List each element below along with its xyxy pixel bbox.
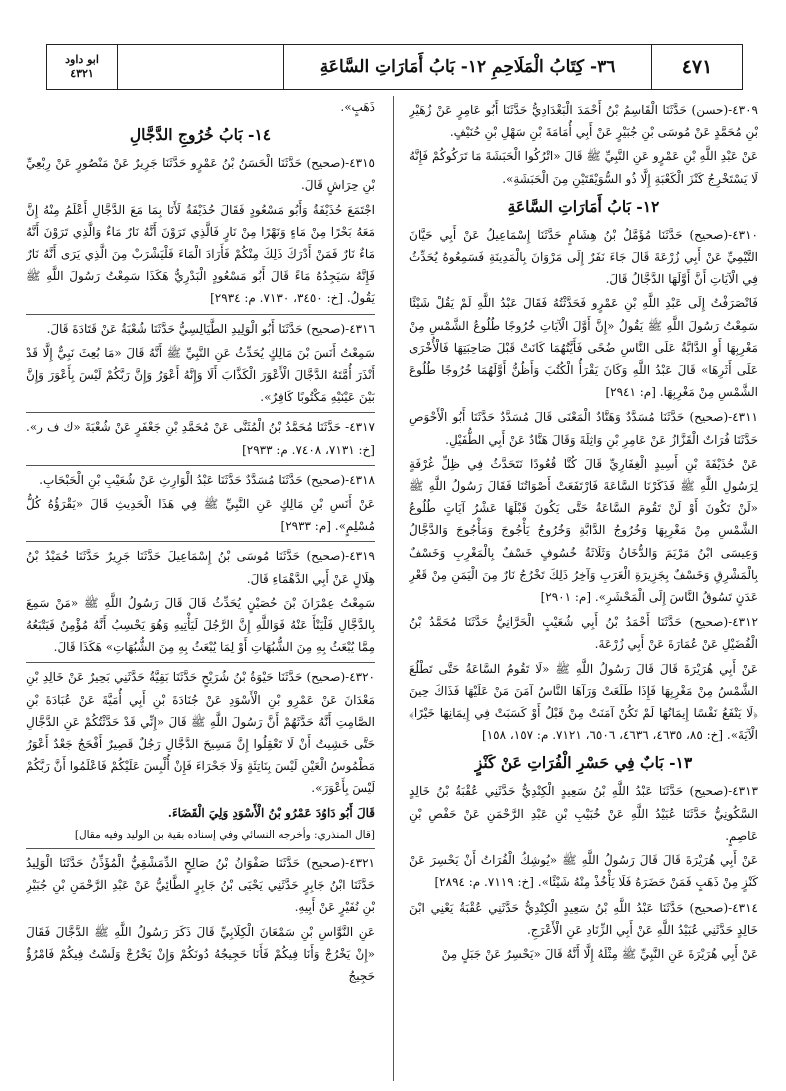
- mundhiri-note: [قال المنذري: وأخرجه النسائي وفي إسناده بقية بن الوليد وفيه مقال]: [74, 828, 375, 841]
- separator-line: [26, 848, 375, 849]
- hadith-4321-matn: عَنِ النَّوَّاسِ بْنِ سَمْعَانَ الْكِلَابِيِّ قَالَ ذَكَرَ رَسُولُ اللَّهِ ﷺ الدَّجَّالَ فَقَالَ «إِنْ يَخْرُجْ وَأَنَا فِيكُمْ فَأَنَا حَجِيجُهُ دُونَكُمْ وَإِنْ يَخْرُجْ وَلَسْتُ فِيكُمْ فَامْرُؤٌ حَجِيجُ: [26, 924, 375, 983]
- hadith-4320: ٤٣٢٠-(صحيح) حَدَّثَنَا حَيْوَةُ بْنُ شُرَيْحٍ حَدَّثَنَا بَقِيَّةُ حَدَّثَنِي بَحِيرٌ عَنْ خَالِدِ بْنِ مَعْدَانَ عَنْ عَمْرِو بْنِ الْأَسْوَدِ عَنْ جُنَادَةَ بْنِ أَبِي أُمَيَّةَ عَنْ عُبَادَةَ بْنِ الصَّامِتِ أَنَّهُ حَدَّثَهُمْ أَنَّ رَسُولَ اللَّهِ ﷺ قَالَ «إِنِّي قَدْ حَدَّثْتُكُمْ عَنِ الدَّجَّالِ حَتَّى خَشِيتُ أَنْ لَا تَعْقِلُوا إِنَّ مَسِيحَ الدَّجَّالِ رَجُلٌ قَصِيرٌ أَفْحَجُ جَعْدٌ أَعْوَرُ مَطْمُوسُ الْعَيْنِ لَيْسَ بِنَاتِئَةٍ وَلَا جَحْرَاءَ فَإِنْ أُلْبِسَ عَلَيْكُمْ فَاعْلَمُوا أَنَّ رَبَّكُمْ لَيْسَ بِأَعْوَرَ».: [26, 670, 375, 796]
- left-column: [26, 96, 375, 1081]
- hadith-4315-isnad: ٤٣١٥-(صحيح) حَدَّثَنَا الْحَسَنُ بْنُ عَمْرٍو حَدَّثَنَا جَرِيرٌ عَنْ مَنْصُورٍ عَنْ رِبْعِيِّ بْنِ حِرَاشٍ قَالَ.: [26, 156, 375, 193]
- hadith-range: ٤٣٢١: [70, 67, 94, 80]
- hadith-4313-isnad: ٤٣١٣-(صحيح) حَدَّثَنَا عَبْدُ اللَّهِ بْنُ سَعِيدٍ الْكِنْدِيُّ حَدَّثَنِي عُقْبَةُ بْنُ خَالِدٍ السَّكُونِيُّ حَدَّثَنَا عُبَيْدُ اللَّهِ عَنْ خُبَيْبِ بْنِ عَبْدِ الرَّحْمَنِ عَنْ حَفْصِ بْنِ عَاصِمٍ.: [409, 784, 758, 843]
- chapter-heading-13: ١٣- بَابٌ فِي حَسْرِ الْفُرَاتِ عَنْ كَنْزٍ: [474, 753, 693, 773]
- hadith-4319-isnad: ٤٣١٩-(صحيح) حَدَّثَنَا مُوسَى بْنُ إِسْمَاعِيلَ حَدَّثَنَا جَرِيرٌ حَدَّثَنَا حُمَيْدُ بْنُ هِلَالٍ عَنْ أَبِي الدَّهْمَاءِ قَالَ.: [26, 549, 375, 586]
- hadith-4313-matn: عَنْ أَبِي هُرَيْرَةَ قَالَ قَالَ رَسُولُ اللَّهِ ﷺ «يُوشِكُ الْفُرَاتُ أَنْ يَحْسِرَ عَنْ كَنْزٍ مِنْ ذَهَبٍ فَمَنْ حَضَرَهُ فَلَا يَأْخُذْ مِنْهُ شَيْئًا». [خ: ٧١١٩. م: ٢٨٩٤]: [409, 853, 758, 890]
- hadith-4314-isnad: ٤٣١٤-(صحيح) حَدَّثَنَا عَبْدُ اللَّهِ بْنُ سَعِيدٍ الْكِنْدِيُّ حَدَّثَنِي عُقْبَةُ يَعْنِي ابْنَ خَالِدٍ حَدَّثَنِي عُبَيْدُ اللَّهِ عَنْ أَبِي الزِّنَادِ عَنِ الْأَعْرَجِ.: [409, 900, 758, 937]
- hadith-4311-matn: عَنْ حُذَيْفَةَ بْنِ أَسِيدٍ الْغِفَارِيِّ قَالَ كُنَّا قُعُودًا نَتَحَدَّثُ فِي ظِلِّ غُرْفَةٍ لِرَسُولِ اللَّهِ ﷺ فَذَكَرْنَا السَّاعَةَ فَارْتَفَعَتْ أَصْوَاتُنَا فَقَالَ رَسُولُ اللَّهِ ﷺ «لَنْ تَكُونَ أَوْ لَنْ تَقُومَ السَّاعَةُ حَتَّى يَكُونَ قَبْلَهَا عَشْرُ آيَاتٍ طُلُوعُ الشَّمْسِ مِنْ مَغْرِبِهَا وَخُرُوجُ الدَّابَّةِ وَخُرُوجُ يَأْجُوجَ وَمَأْجُوجَ وَالدَّجَّالُ وَعِيسَى ابْنُ مَرْيَمَ وَالدُّخَانُ وَثَلَاثَةُ خُسُوفٍ خَسْفٌ بِالْمَغْرِبِ وَخَسْفٌ بِالْمَشْرِقِ وَخَسْفٌ بِجَزِيرَةِ الْعَرَبِ وَآخِرُ ذَلِكَ تَخْرُجُ نَارٌ مِنَ الْيَمَنِ مِنْ قَعْرِ عَدَنٍ تَسُوقُ النَّاسَ إِلَى الْمَحْشَرِ». [م: ٢٩٠١]: [409, 456, 758, 605]
- hadith-4309-isnad: ٤٣٠٩-(حسن) حَدَّثَنَا الْقَاسِمُ بْنُ أَحْمَدَ الْبَغْدَادِيُّ حَدَّثَنَا أَبُو عَامِرٍ عَنْ زُهَيْرِ بْنِ مُحَمَّدٍ عَنْ مُوسَى بْنِ جُبَيْرٍ عَنْ أَبِي أُمَامَةَ بْنِ سَهْلِ بْنِ حُنَيْفٍ.: [409, 103, 758, 140]
- hadith-4316-matn: سَمِعْتُ أَنَسَ بْنَ مَالِكٍ يُحَدِّثُ عَنِ النَّبِيِّ ﷺ أَنَّهُ قَالَ «مَا بُعِثَ نَبِيٌّ إِلَّا قَدْ أَنْذَرَ أُمَّتَهُ الدَّجَّالَ الْأَعْوَرَ الْكَذَّابَ أَلَا وَإِنَّهُ أَعْوَرُ وَإِنَّ رَبَّكُمْ لَيْسَ بِأَعْوَرَ وَإِنَّ بَيْنَ عَيْنَيْهِ مَكْتُوبًا كَافِرٌ».: [26, 345, 375, 405]
- hadith-4317: ٤٣١٧- حَدَّثَنَا مُحَمَّدُ بْنُ الْمُثَنَّى عَنْ مُحَمَّدِ بْنِ جَعْفَرٍ عَنْ شُعْبَةَ «ك ف ر». [خ: ٧١٣١، ٧٤٠٨. م: ٢٩٣٣]: [26, 420, 375, 457]
- running-title: ٣٦- كِتَابُ الْمَلَاحِمِ ١٢- بَابُ أَمَارَاتِ السَّاعَةِ: [283, 45, 651, 89]
- separator-line: [26, 662, 375, 663]
- page-header: [46, 44, 743, 90]
- page-number: ٤٧١: [651, 45, 742, 89]
- hadith-4314-matn: عَنْ أَبِي هُرَيْرَةَ عَنِ النَّبِيِّ ﷺ مِثْلَهُ إِلَّا أَنَّهُ قَالَ «يَحْسِرُ عَنْ جَبَلٍ مِنْ: [441, 946, 758, 961]
- separator-line: [26, 541, 375, 542]
- separator-line: [26, 314, 375, 315]
- chapter-heading-14: ١٤- بَابُ خُرُوجِ الدَّجَّالِ: [129, 125, 272, 145]
- hadith-4315-matn: اجْتَمَعَ حُذَيْفَةُ وَأَبُو مَسْعُودٍ فَقَالَ حُذَيْفَةُ لَأَنَا بِمَا مَعَ الدَّجَّالِ أَعْلَمُ مِنْهُ إِنَّ مَعَهُ بَحْرًا مِنْ مَاءٍ وَنَهْرًا مِنْ نَارٍ فَالَّذِي تَرَوْنَ أَنَّهُ نَارٌ مَاءٌ وَالَّذِي تَرَوْنَ أَنَّهُ مَاءٌ نَارٌ فَمَنْ أَدْرَكَ ذَلِكَ مِنْكُمْ فَأَرَادَ الْمَاءَ فَلْيَشْرَبْ مِنَ الَّذِي يَرَى أَنَّهُ نَارٌ فَإِنَّهُ سَيَجِدُهُ مَاءً قَالَ أَبُو مَسْعُودٍ الْبَدْرِيُّ هَكَذَا سَمِعْتُ رَسُولَ اللَّهِ ﷺ يَقُولُ. [خ: ٣٤٥٠، ٧١٣٠. م: ٢٩٣٤]: [26, 202, 375, 306]
- hadith-4318-isnad: ٤٣١٨-(صحيح) حَدَّثَنَا مُسَدَّدٌ حَدَّثَنَا عَبْدُ الْوَارِثِ عَنْ شُعَيْبِ بْنِ الْحَبْحَابِ.: [39, 472, 375, 487]
- separator-line: [26, 412, 375, 413]
- hadith-4312-matn: عَنْ أَبِي هُرَيْرَةَ قَالَ قَالَ رَسُولُ اللَّهِ ﷺ «لَا تَقُومُ السَّاعَةُ حَتَّى تَطْلُعَ الشَّمْسُ مِنْ مَغْرِبِهَا فَإِذَا طَلَعَتْ وَرَآهَا النَّاسُ آمَنَ مَنْ عَلَيْهَا فَذَاكَ حِينَ ﴿لَا يَنْفَعُ نَفْسًا إِيمَانُهَا لَمْ تَكُنْ آمَنَتْ مِنْ قَبْلُ أَوْ كَسَبَتْ فِي إِيمَانِهَا خَيْرًا﴾ الْآيَةَ». [خ: ٨٥، ٤٦٣٥، ٤٦٣٦، ٦٥٠٦، ٧١٢١. م: ١٥٧، ١٥٨]: [409, 661, 758, 743]
- hadith-4309-matn: عَنْ عَبْدِ اللَّهِ بْنِ عَمْرٍو عَنِ النَّبِيِّ ﷺ قَالَ «اتْرُكُوا الْحَبَشَةَ مَا تَرَكُوكُمْ فَإِنَّهُ لَا يَسْتَخْرِجُ كَنْزَ الْكَعْبَةِ إِلَّا ذُو السُّوَيْقَتَيْنِ مِنَ الْحَبَشَةِ».: [409, 149, 758, 186]
- hadith-4310-isnad: ٤٣١٠-(صحيح) حَدَّثَنَا مُؤَمَّلُ بْنُ هِشَامٍ حَدَّثَنَا إِسْمَاعِيلُ عَنْ أَبِي حَيَّانَ التَّيْمِيِّ عَنْ أَبِي زُرْعَةَ قَالَ جَاءَ نَفَرٌ إِلَى مَرْوَانَ بِالْمَدِينَةِ فَسَمِعُوهُ يُحَدِّثُ فِي الْآيَاتِ أَنَّ أَوَّلَهَا الدَّجَّالُ قَالَ.: [409, 227, 758, 287]
- hadith-4311-isnad: ٤٣١١-(صحيح) حَدَّثَنَا مُسَدَّدٌ وَهَنَّادٌ الْمَعْنَى قَالَ مُسَدَّدٌ حَدَّثَنَا أَبُو الْأَحْوَصِ حَدَّثَنَا فُرَاتٌ الْقَزَّازُ عَنْ عَامِرِ بْنِ وَاثِلَةَ وَقَالَ هَنَّادٌ عَنْ أَبِي الطُّفَيْلِ.: [409, 410, 758, 447]
- right-column: [409, 96, 758, 1081]
- header-spacer: [117, 45, 283, 89]
- hadith-4316-isnad: ٤٣١٦-(صحيح) حَدَّثَنَا أَبُو الْوَلِيدِ الطَّيَالِسِيُّ حَدَّثَنَا شُعْبَةُ عَنْ قَتَادَةَ قَالَ.: [46, 321, 375, 336]
- hadith-4321-isnad: ٤٣٢١-(صحيح) حَدَّثَنَا صَفْوَانُ بْنُ صَالِحٍ الدِّمَشْقِيُّ الْمُؤَذِّنُ حَدَّثَنَا الْوَلِيدُ حَدَّثَنَا ابْنُ جَابِرٍ حَدَّثَنِي يَحْيَى بْنُ جَابِرٍ الطَّائِيُّ عَنْ عَبْدِ الرَّحْمَنِ بْنِ جُبَيْرِ بْنِ نُفَيْرٍ عَنْ أَبِيهِ.: [26, 855, 375, 915]
- hadith-range-reference: [47, 45, 117, 89]
- carried-over-text: ذَهَبٍ».: [340, 100, 375, 114]
- hadith-4318-matn: عَنْ أَنَسِ بْنِ مَالِكٍ عَنِ النَّبِيِّ ﷺ فِي هَذَا الْحَدِيثِ قَالَ «يَقْرَؤُهُ كُلُّ مُسْلِمٍ». [م: ٢٩٣٣]: [26, 497, 375, 534]
- hadith-4310-matn: فَانْصَرَفْتُ إِلَى عَبْدِ اللَّهِ بْنِ عَمْرٍو فَحَدَّثْتُهُ فَقَالَ عَبْدُ اللَّهِ لَمْ يَقُلْ شَيْئًا سَمِعْتُ رَسُولَ اللَّهِ ﷺ يَقُولُ «إِنَّ أَوَّلَ الْآيَاتِ خُرُوجًا طُلُوعُ الشَّمْسِ مِنْ مَغْرِبِهَا أَوِ الدَّابَّةُ عَلَى النَّاسِ ضُحًى فَأَيَّتُهُمَا كَانَتْ قَبْلَ صَاحِبَتِهَا فَالْأُخْرَى عَلَى أَثَرِهَا» قَالَ عَبْدُ اللَّهِ وَكَانَ يَقْرَأُ الْكُتُبَ وَأَظُنُّ أَوَّلَهُمَا خُرُوجًا طُلُوعَ الشَّمْسِ مِنْ مَغْرِبِهَا. [م: ٢٩٤١]: [409, 296, 758, 400]
- book-name: ابو داود: [65, 53, 99, 66]
- chapter-heading-12: ١٢- بَابُ أَمَارَاتِ السَّاعَةِ: [507, 196, 660, 216]
- abu-dawud-comment: قَالَ أَبُو دَاوُدَ عَمْرُو بْنُ الْأَسْوَدِ وَلِيَ الْقَضَاءَ.: [167, 805, 375, 820]
- hadith-4319-matn: سَمِعْتُ عِمْرَانَ بْنَ حُصَيْنٍ يُحَدِّثُ قَالَ قَالَ رَسُولُ اللَّهِ ﷺ «مَنْ سَمِعَ بِالدَّجَّالِ فَلْيَنْأَ عَنْهُ فَوَاللَّهِ إِنَّ الرَّجُلَ لَيَأْتِيهِ وَهُوَ يَحْسِبُ أَنَّهُ مُؤْمِنٌ فَيَتْبَعُهُ مِمَّا يُبْعَثُ بِهِ مِنَ الشُّبُهَاتِ أَوْ لِمَا يُبْعَثُ بِهِ مِنَ الشُّبُهَاتِ» هَكَذَا قَالَ.: [26, 595, 375, 655]
- hadith-4312-isnad: ٤٣١٢-(صحيح) حَدَّثَنَا أَحْمَدُ بْنُ أَبِي شُعَيْبٍ الْحَرَّانِيُّ حَدَّثَنَا مُحَمَّدُ بْنُ الْفُضَيْلِ عَنْ عُمَارَةَ عَنْ أَبِي زُرْعَةَ.: [409, 615, 758, 652]
- column-divider: [393, 96, 394, 1081]
- separator-line: [26, 465, 375, 466]
